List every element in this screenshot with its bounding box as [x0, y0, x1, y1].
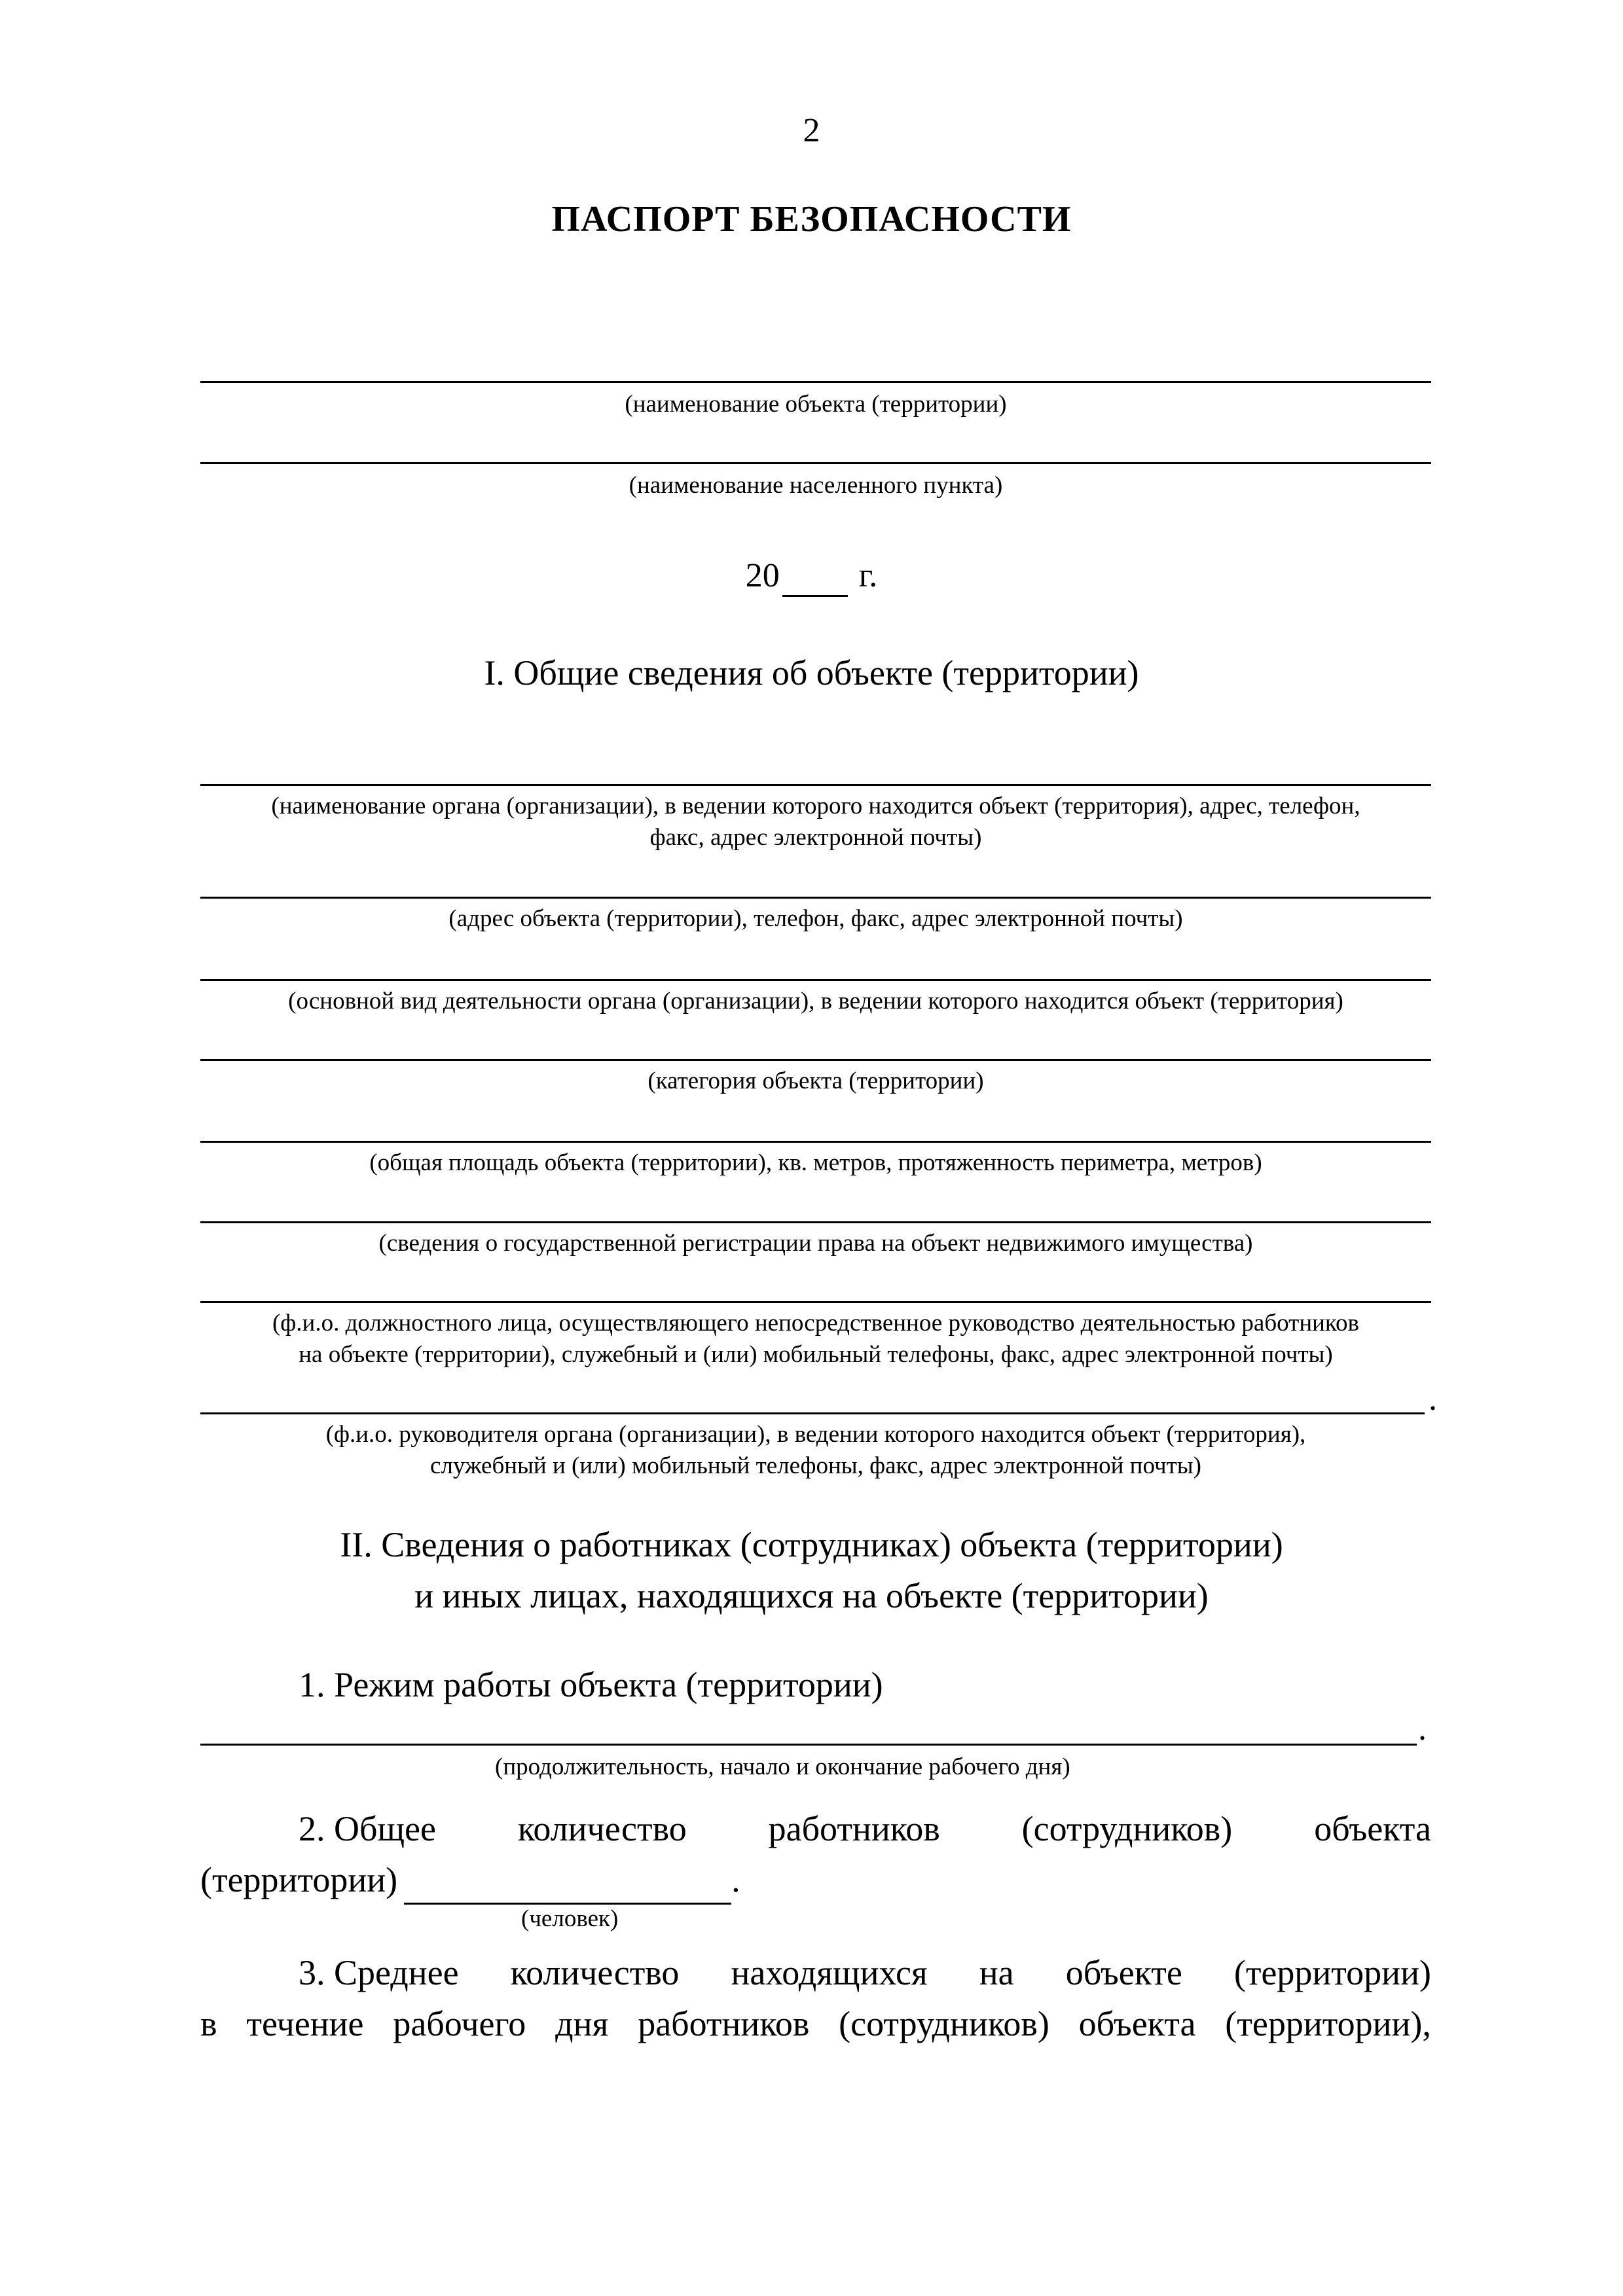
- area-field[interactable]: [200, 1141, 1431, 1143]
- item-3-word: на: [979, 1953, 1014, 1992]
- item-2-prefix: (территории): [200, 1860, 398, 1899]
- section-1-heading: I. Общие сведения об объекте (территории): [484, 653, 1139, 692]
- item-3-word: рабочего: [393, 2004, 526, 2043]
- employee-count-caption: (человек): [521, 1905, 619, 1932]
- head-caption-line1: (ф.и.о. руководителя органа (организации), в ведении которого находится объект (территория),: [325, 1421, 1306, 1448]
- item-3-word: в: [200, 2004, 217, 2043]
- item-3-line2: [200, 1999, 1431, 2049]
- item-1-text: 1. Режим работы объекта (территории): [299, 1665, 883, 1704]
- year-prefix: 20: [745, 557, 780, 594]
- official-caption-line2: на объекте (территории), служебный и (или) мобильный телефоны, факс, адрес электронной почты): [299, 1341, 1333, 1368]
- year-blank-field[interactable]: [782, 560, 848, 597]
- item-2-line2: [200, 1855, 740, 1905]
- registration-field[interactable]: [200, 1221, 1431, 1223]
- item-2-word: (сотрудников): [1021, 1809, 1233, 1848]
- item-3-word: дня: [555, 2004, 609, 2043]
- head-field-period: .: [1429, 1380, 1437, 1418]
- organ-info-field[interactable]: [200, 784, 1431, 786]
- section-2-heading-line2: и иных лицах, находящихся на объекте (территории): [414, 1576, 1209, 1615]
- item-3-word: (территории),: [1225, 2004, 1431, 2043]
- page-number: 2: [803, 112, 820, 149]
- year-suffix: г.: [858, 557, 878, 594]
- item-3-word: объекта: [1078, 2004, 1196, 2043]
- employee-count-field[interactable]: [404, 1866, 731, 1905]
- head-field[interactable]: [200, 1412, 1425, 1414]
- activity-caption: (основной вид деятельности органа (организации), в ведении которого находится объект (территория): [288, 988, 1343, 1014]
- object-address-field[interactable]: [200, 897, 1431, 899]
- head-caption-line2: служебный и (или) мобильный телефоны, факс, адрес электронной почты): [430, 1452, 1201, 1479]
- item-2-line1: [299, 1804, 1431, 1854]
- item-3-word: работников: [638, 2004, 810, 2043]
- work-mode-period: .: [1418, 1710, 1427, 1748]
- official-field[interactable]: [200, 1301, 1431, 1303]
- item-3-word: 3. Среднее: [299, 1953, 459, 1992]
- item-3-word: находящихся: [731, 1953, 928, 1992]
- item-3-line1: [299, 1948, 1431, 1998]
- category-field[interactable]: [200, 1059, 1431, 1061]
- area-caption: (общая площадь объекта (территории), кв. метров, протяженность периметра, метров): [369, 1149, 1262, 1176]
- item-3-word: объекте: [1065, 1953, 1182, 1992]
- locality-field[interactable]: [200, 462, 1431, 464]
- organ-info-caption-line1: (наименование органа (организации), в ведении которого находится объект (территория), адрес, телефон,: [271, 793, 1360, 819]
- work-mode-field[interactable]: [200, 1744, 1417, 1746]
- year-line: [0, 555, 1623, 597]
- item-2-period: .: [731, 1860, 740, 1899]
- item-2-word: количество: [517, 1809, 687, 1848]
- work-mode-caption: (продолжительность, начало и окончание рабочего дня): [495, 1753, 1070, 1780]
- official-caption-line1: (ф.и.о. должностного лица, осуществляющего непосредственное руководство деятельностью работников: [272, 1310, 1359, 1336]
- item-3-word: (сотрудников): [839, 2004, 1049, 2043]
- section-2-heading-line1: II. Сведения о работниках (сотрудниках) объекта (территории): [340, 1525, 1283, 1564]
- object-address-caption: (адрес объекта (территории), телефон, факс, адрес электронной почты): [448, 905, 1183, 932]
- locality-caption: (наименование населенного пункта): [629, 472, 1003, 499]
- object-name-caption: (наименование объекта (территории): [625, 391, 1007, 418]
- category-caption: (категория объекта (территории): [647, 1067, 984, 1094]
- item-3-word: течение: [246, 2004, 364, 2043]
- organ-info-caption-line2: факс, адрес электронной почты): [649, 824, 982, 851]
- activity-field[interactable]: [200, 979, 1431, 981]
- item-2-word: 2. Общее: [299, 1809, 436, 1848]
- document-title: ПАСПОРТ БЕЗОПАСНОСТИ: [551, 199, 1072, 240]
- object-name-field[interactable]: [200, 381, 1431, 383]
- item-2-word: объекта: [1314, 1809, 1431, 1848]
- item-3-word: (территории): [1233, 1953, 1431, 1992]
- registration-caption: (сведения о государственной регистрации права на объект недвижимого имущества): [378, 1230, 1253, 1257]
- item-2-word: работников: [768, 1809, 940, 1848]
- item-3-word: количество: [510, 1953, 680, 1992]
